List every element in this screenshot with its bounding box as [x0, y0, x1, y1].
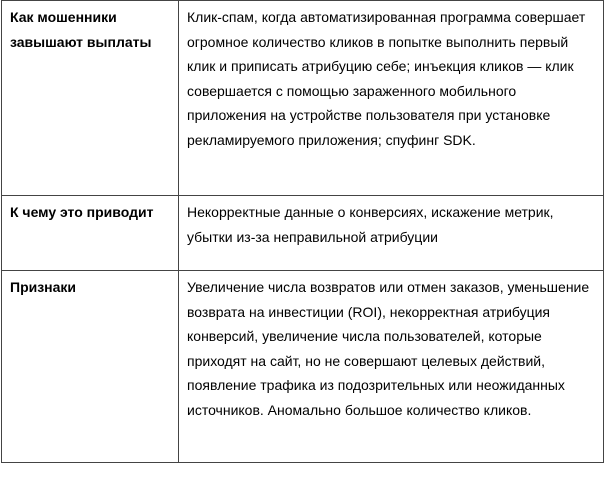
row-text: Клик-спам, когда автоматизированная программа совершает огромное количество кликов в попытке выполнить первый клик и приписать атрибуцию себе; инъекция кликов — клик совершается с помощью зараженного мобильного приложения на устройстве пользователя при установке рекламируемого приложения; спуфинг SDK. [179, 1, 604, 196]
row-label: К чему это приводит [2, 196, 179, 271]
row-label: Как мошенники завышают выплаты [2, 1, 179, 196]
row-label: Признаки [2, 271, 179, 463]
table-row [2, 196, 604, 271]
row-text: Некорректные данные о конверсиях, искажение метрик, убытки из-за неправильной атрибуции [179, 196, 604, 271]
table-row [2, 1, 604, 196]
row-text: Увеличение числа возвратов или отмен заказов, уменьшение возврата на инвестиции (ROI), некорректная атрибуция конверсий, увеличение числа пользователей, которые приходят на сайт, но не совершают целевых действий, появление трафика из подозрительных или неожиданных источников. Аномально большое количество кликов. [179, 271, 604, 463]
fraud-info-table [1, 0, 604, 463]
table-row [2, 271, 604, 463]
